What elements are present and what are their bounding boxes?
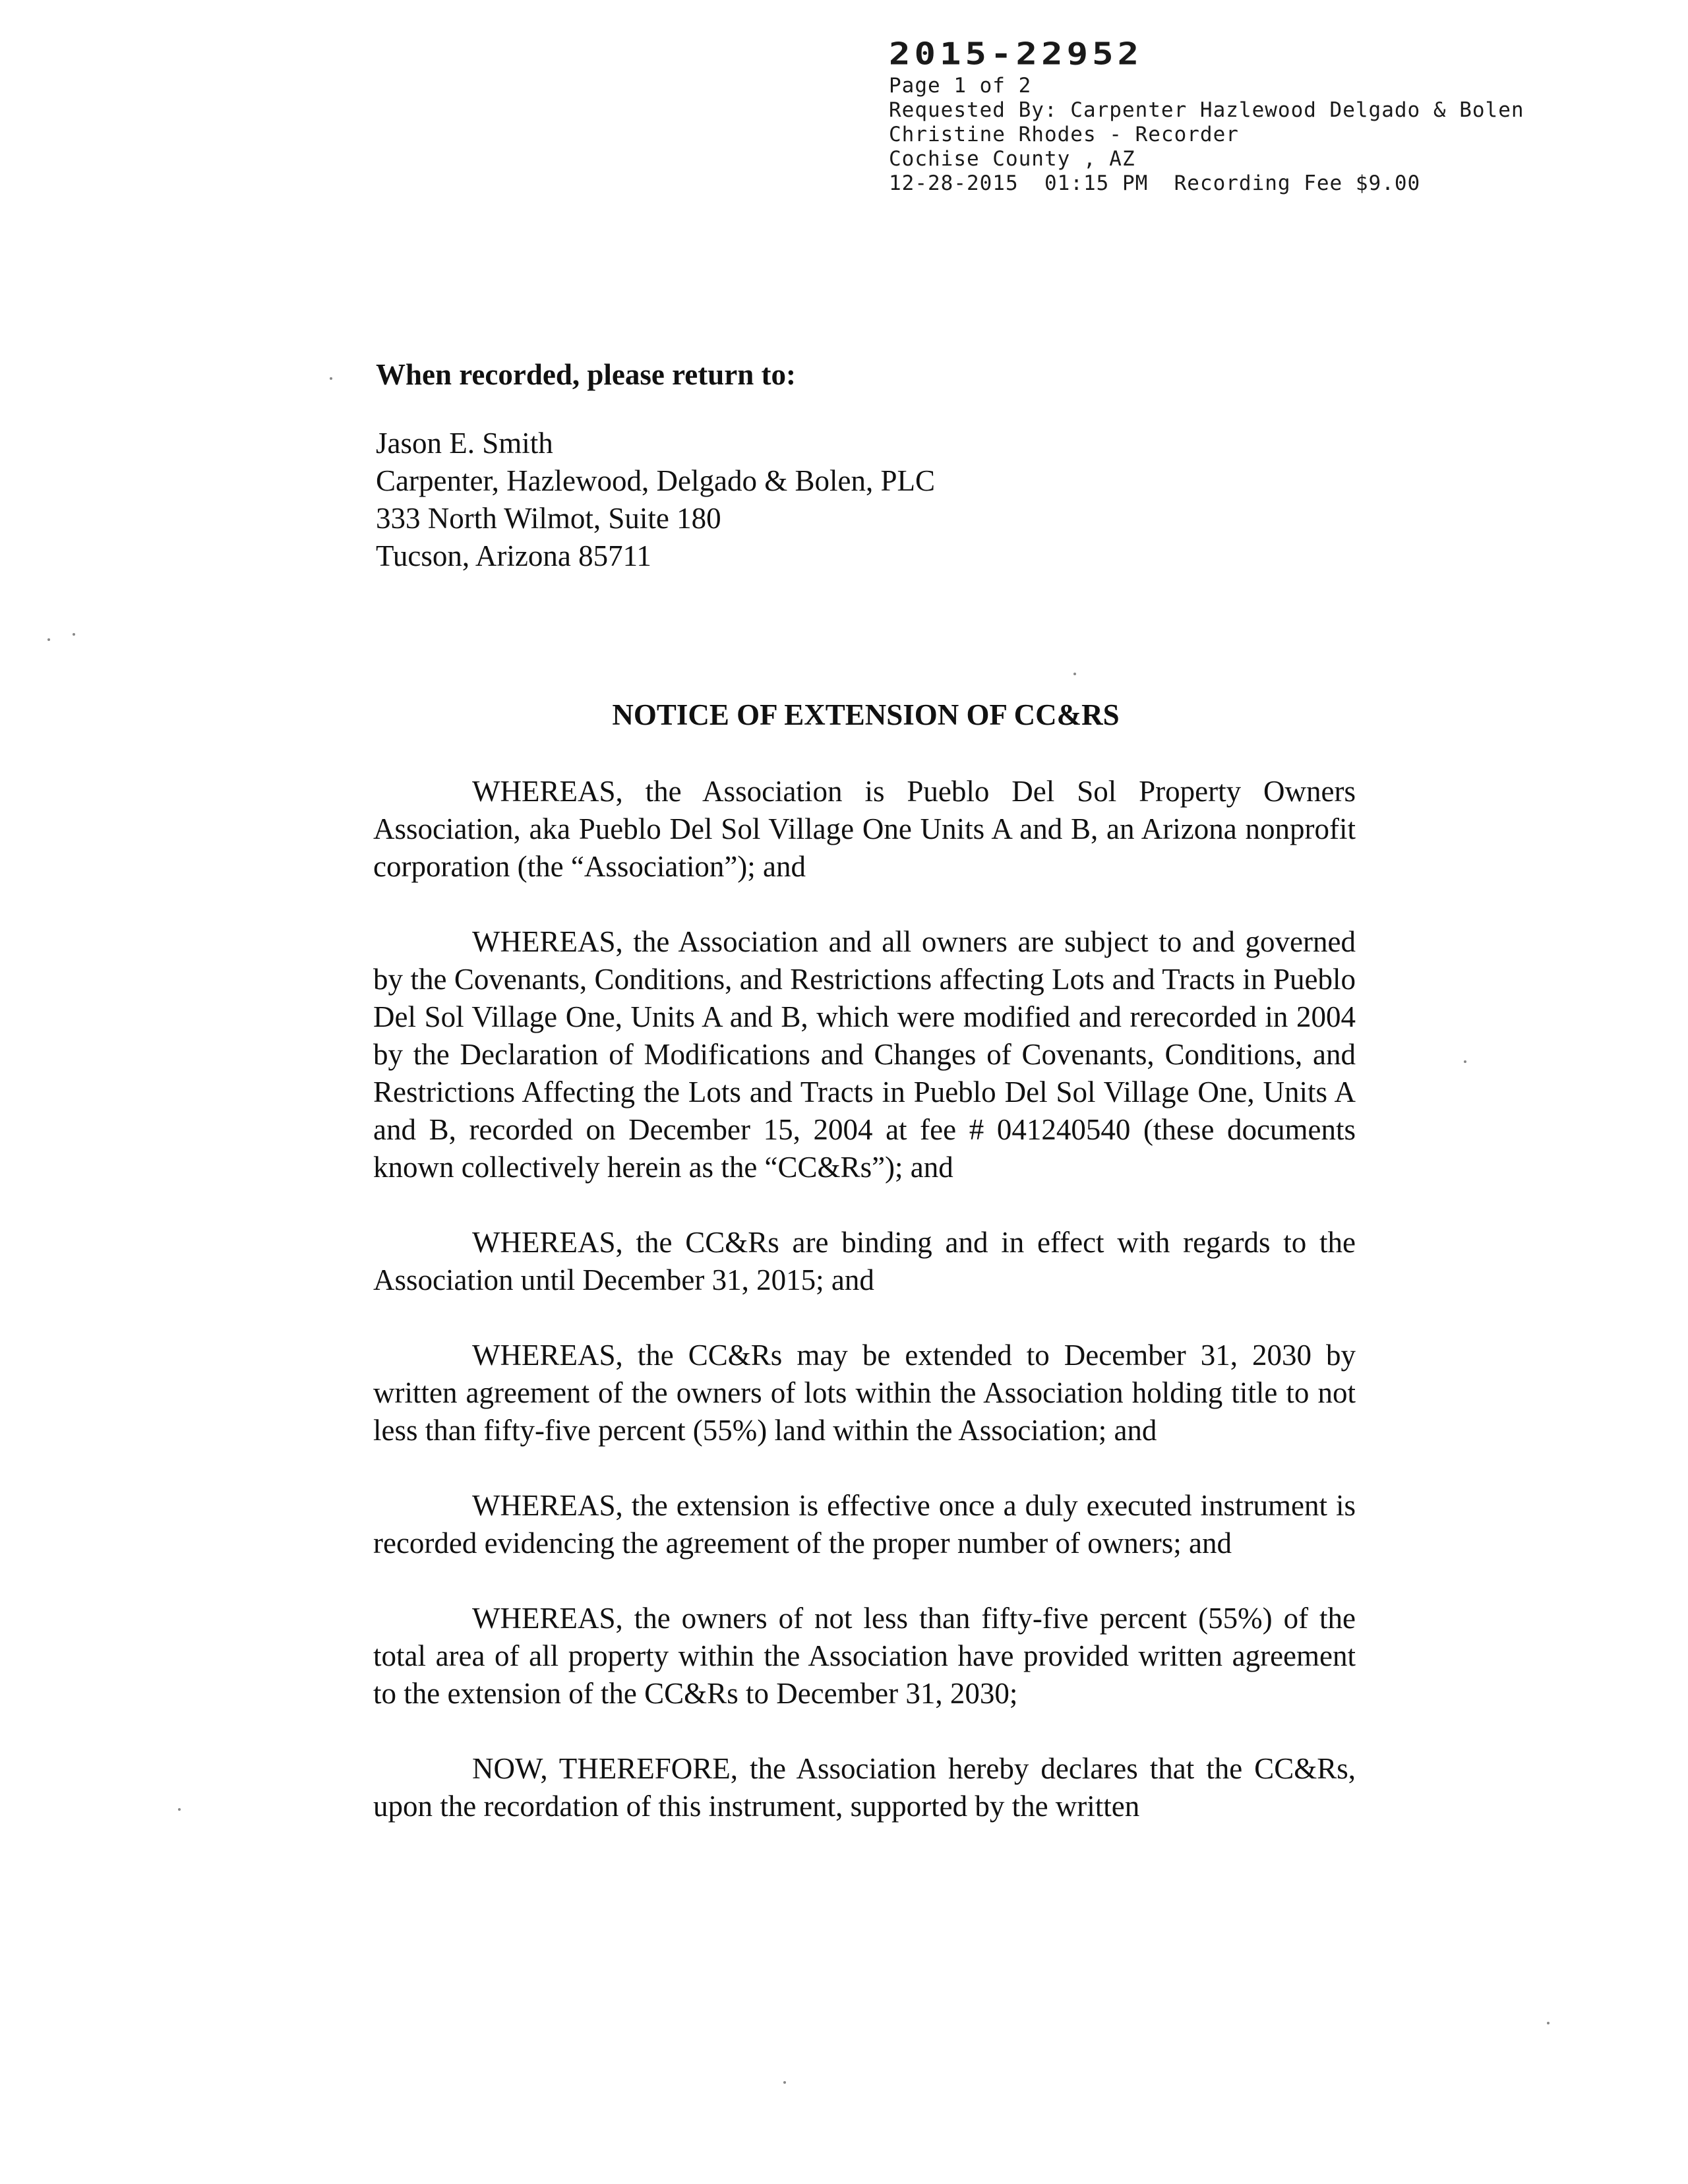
paragraph-binding-until: WHEREAS, the CC&Rs are binding and in effect with regards to the Association until December 31, 2015; and — [373, 1226, 1356, 1296]
return-heading: When recorded, please return to: — [376, 358, 796, 391]
paragraph-extension-terms: WHEREAS, the CC&Rs may be extended to December 31, 2030 by written agreement of the owners of lots within the Association holding title to not less than fifty-five percent (55%) land within the Association; and — [373, 1339, 1356, 1447]
return-firm: Carpenter, Hazlewood, Delgado & Bolen, PLC — [376, 464, 935, 497]
return-street: 333 North Wilmot, Suite 180 — [376, 502, 721, 535]
paragraph-effective: WHEREAS, the extension is effective once a duly executed instrument is recorded evidencing the agreement of the proper number of owners; and — [373, 1489, 1356, 1560]
scan-speck — [178, 1808, 181, 1811]
recorder-name: Christine Rhodes - Recorder — [889, 123, 1239, 146]
scan-speck — [1073, 673, 1076, 675]
paragraph-governing-ccrs: WHEREAS, the Association and all owners are subject to and governed by the Covenants, Conditions, and Restrictions affecting Lots and Tracts in Pueblo Del Sol Village One, Units A and B, which were modified and rerecorded in 2004 by the Declaration of Modifications and Changes of Covenants, Conditions, and Restrictions Affecting the Lots and Tracts in Pueblo Del Sol Village One, Units A and B, recorded on December 15, 2004 at fee # 041240540 (these documents known collectively herein as the “CC&Rs”); and — [373, 925, 1356, 1184]
page-info: Page 1 of 2 — [889, 74, 1032, 98]
scan-speck — [47, 638, 50, 641]
scan-speck — [73, 633, 75, 636]
scan-speck — [1464, 1060, 1466, 1063]
scan-speck — [330, 377, 332, 380]
county: Cochise County , AZ — [889, 147, 1135, 171]
return-city-state-zip: Tucson, Arizona 85711 — [376, 539, 651, 572]
recorder-stamp — [889, 36, 1524, 196]
document-number: 2015-22952 — [889, 36, 1143, 72]
return-address — [376, 425, 1365, 575]
document-body — [373, 773, 1356, 1863]
document-title: NOTICE OF EXTENSION OF CC&RS — [612, 698, 1120, 731]
paragraph-owner-agreement: WHEREAS, the owners of not less than fifty-five percent (55%) of the total area of all property within the Association have provided written agreement to the extension of the CC&Rs to December 31, 2030; — [373, 1602, 1356, 1710]
return-name: Jason E. Smith — [376, 427, 553, 460]
recording-datetime-fee: 12-28-2015 01:15 PM Recording Fee $9.00 — [889, 171, 1421, 195]
scan-speck — [783, 2081, 786, 2084]
scan-speck — [1547, 2022, 1550, 2024]
paragraph-association: WHEREAS, the Association is Pueblo Del Sol Property Owners Association, aka Pueblo Del Sol Village One Units A and B, an Arizona nonprofit corporation (the “Association”); and — [373, 775, 1356, 883]
paragraph-declaration: NOW, THEREFORE, the Association hereby declares that the CC&Rs, upon the recordation of this instrument, supported by the written — [373, 1752, 1356, 1823]
requested-by: Requested By: Carpenter Hazlewood Delgado & Bolen — [889, 98, 1524, 122]
return-address-block — [376, 356, 1365, 575]
